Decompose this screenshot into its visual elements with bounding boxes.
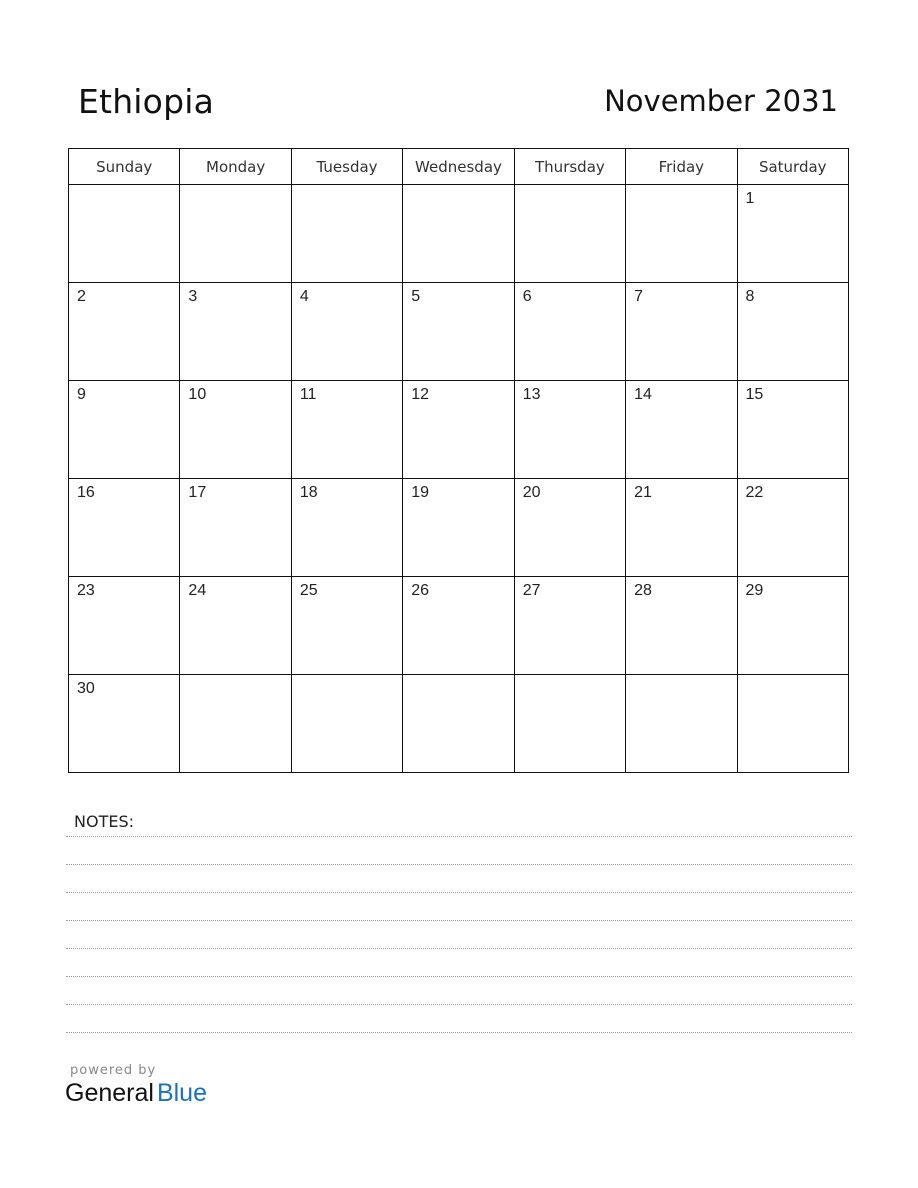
calendar-day-cell [180, 675, 291, 773]
day-number: 5 [411, 288, 421, 305]
notes-line [66, 1004, 852, 1005]
calendar-day-cell [514, 283, 625, 381]
calendar-day-cell [514, 675, 625, 773]
calendar-day-cell [69, 479, 180, 577]
calendar-day-cell [514, 577, 625, 675]
day-number: 25 [299, 582, 318, 599]
weekday-header-row [69, 149, 849, 185]
day-number: 30 [77, 680, 95, 697]
day-number [292, 675, 402, 680]
calendar-day-cell [180, 479, 291, 577]
calendar-day-cell [403, 283, 514, 381]
calendar-day-cell [69, 675, 180, 773]
day-number [69, 185, 179, 190]
calendar-day-cell [626, 185, 737, 283]
day-number: 10 [188, 386, 207, 403]
calendar-day-cell [69, 381, 180, 479]
calendar-day-cell [514, 381, 625, 479]
calendar-day-cell [180, 283, 291, 381]
day-number: 11 [299, 386, 317, 403]
day-number: 7 [634, 288, 644, 305]
notes-label: NOTES: [74, 812, 134, 831]
calendar-day-cell [403, 381, 514, 479]
notes-line [66, 920, 852, 921]
calendar-day-cell [69, 185, 180, 283]
country-title: Ethiopia [78, 82, 215, 121]
calendar-day-cell [403, 577, 514, 675]
day-number: 14 [634, 386, 652, 403]
day-number: 1 [745, 190, 755, 207]
calendar-day-cell [626, 675, 737, 773]
calendar-day-cell [291, 185, 402, 283]
calendar-week-row [69, 283, 849, 381]
calendar-day-cell [514, 185, 625, 283]
calendar-day-cell [403, 675, 514, 773]
notes-line [66, 948, 852, 949]
weekday-sunday: Sunday [69, 149, 180, 185]
calendar-day-cell [514, 479, 625, 577]
calendar-week-row [69, 479, 849, 577]
day-number: 9 [77, 386, 86, 403]
day-number: 27 [522, 582, 541, 599]
day-number [180, 185, 290, 190]
day-number: 28 [634, 582, 652, 599]
calendar-day-cell [737, 577, 848, 675]
day-number: 17 [188, 484, 207, 501]
calendar-day-cell [291, 479, 402, 577]
calendar-day-cell [626, 381, 737, 479]
calendar-day-cell [291, 381, 402, 479]
calendar-week-row [69, 675, 849, 773]
day-number [515, 185, 625, 190]
calendar-day-cell [626, 479, 737, 577]
weekday-thursday: Thursday [514, 149, 625, 185]
notes-line [66, 864, 852, 865]
powered-by-text: powered by [70, 1063, 157, 1078]
day-number: 29 [745, 582, 764, 599]
calendar-day-cell [291, 283, 402, 381]
day-number [180, 675, 290, 680]
day-number: 2 [77, 288, 86, 305]
notes-line [66, 836, 852, 837]
calendar-day-cell [626, 577, 737, 675]
day-number [403, 185, 513, 190]
month-year-title: November 2031 [604, 84, 838, 118]
weekday-tuesday: Tuesday [291, 149, 402, 185]
calendar-grid [68, 148, 849, 773]
calendar-week-row [69, 185, 849, 283]
calendar-day-cell [737, 185, 848, 283]
day-number: 15 [745, 386, 764, 403]
calendar-day-cell [737, 675, 848, 773]
day-number: 20 [522, 484, 541, 501]
weekday-saturday: Saturday [737, 149, 848, 185]
calendar-day-cell [403, 185, 514, 283]
weekday-friday: Friday [626, 149, 737, 185]
day-number: 13 [522, 386, 541, 403]
day-number [738, 675, 848, 680]
notes-line [66, 976, 852, 977]
calendar-day-cell [737, 381, 848, 479]
day-number: 3 [188, 288, 198, 305]
day-number: 26 [411, 582, 430, 599]
notes-line [66, 892, 852, 893]
day-number [403, 675, 513, 680]
day-number: 19 [411, 484, 430, 501]
calendar-week-row [69, 577, 849, 675]
brand-general: General [65, 1079, 154, 1107]
calendar-day-cell [180, 185, 291, 283]
day-number: 24 [188, 582, 207, 599]
weekday-wednesday: Wednesday [403, 149, 514, 185]
day-number [626, 675, 736, 680]
day-number: 6 [522, 288, 532, 305]
day-number: 8 [745, 288, 755, 305]
calendar-day-cell [291, 577, 402, 675]
calendar-day-cell [737, 479, 848, 577]
calendar-day-cell [180, 577, 291, 675]
generalblue-logo [65, 1079, 207, 1108]
day-number: 12 [411, 386, 430, 403]
day-number [515, 675, 625, 680]
day-number: 21 [634, 484, 652, 501]
calendar-day-cell [626, 283, 737, 381]
day-number: 22 [745, 484, 764, 501]
calendar-day-cell [69, 577, 180, 675]
calendar-day-cell [403, 479, 514, 577]
calendar-day-cell [291, 675, 402, 773]
day-number [292, 185, 402, 190]
calendar-week-row [69, 381, 849, 479]
calendar-day-cell [737, 283, 848, 381]
day-number: 18 [299, 484, 318, 501]
day-number [626, 185, 736, 190]
notes-line [66, 1032, 852, 1033]
calendar-day-cell [69, 283, 180, 381]
calendar-day-cell [180, 381, 291, 479]
weekday-monday: Monday [180, 149, 291, 185]
day-number: 23 [77, 582, 95, 599]
day-number: 16 [77, 484, 95, 501]
day-number: 4 [299, 288, 309, 305]
brand-blue: Blue [156, 1079, 207, 1107]
